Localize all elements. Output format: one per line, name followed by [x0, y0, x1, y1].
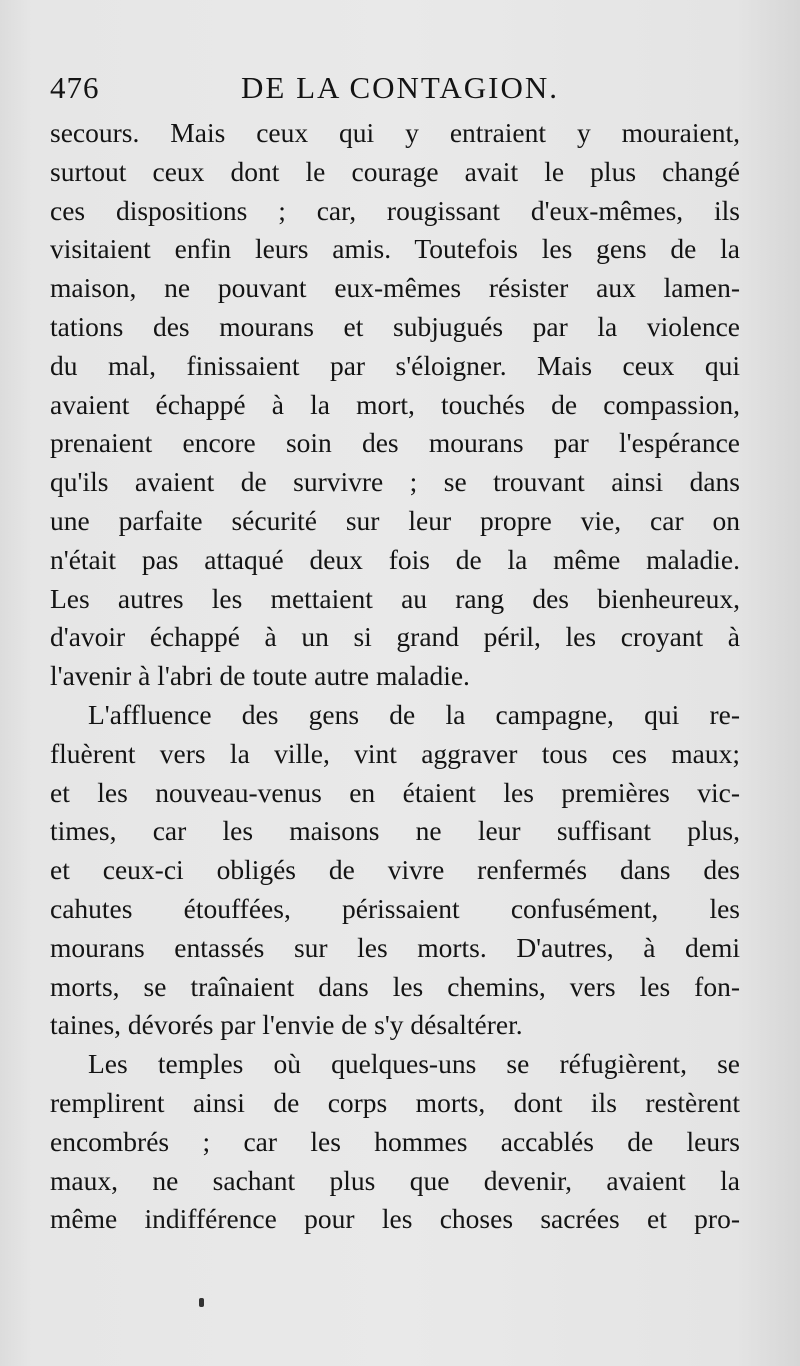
body-text — [50, 114, 740, 1239]
ink-speck — [199, 1298, 204, 1307]
text-line: surtout ceux dont le courage avait le plus changé — [50, 155, 740, 187]
text-line: Les autres les mettaient au rang des bienheureux, — [50, 582, 740, 614]
text-line: visitaient enfin leurs amis. Toutefois les gens de la — [50, 233, 740, 265]
text-line: ces dispositions ; car, rougissant d'eux-mêmes, ils — [50, 194, 740, 226]
text-line: n'était pas attaqué deux fois de la même maladie. — [50, 543, 740, 575]
text-line: l'avenir à l'abri de toute autre maladie. — [50, 660, 470, 692]
running-head: DE LA CONTAGION. — [241, 70, 559, 105]
text-line: tations des mourans et subjugués par la violence — [50, 310, 740, 342]
text-line: maison, ne pouvant eux-mêmes résister aux lamen- — [50, 272, 740, 304]
text-line: Les temples où quelques-uns se réfugièrent, se — [88, 1048, 740, 1080]
page-header — [50, 70, 750, 114]
text-line: et les nouveau-venus en étaient les premières vic- — [50, 776, 740, 808]
page-number: 476 — [50, 70, 100, 105]
text-line: une parfaite sécurité sur leur propre vie, car on — [50, 504, 740, 536]
text-line: L'affluence des gens de la campagne, qui re- — [88, 698, 740, 730]
text-line: remplirent ainsi de corps morts, dont ils restèrent — [50, 1086, 740, 1118]
text-line: d'avoir échappé à un si grand péril, les croyant à — [50, 621, 740, 653]
text-line: cahutes étouffées, périssaient confusément, les — [50, 892, 740, 924]
text-line: secours. Mais ceux qui y entraient y mouraient, — [50, 117, 740, 148]
text-line: du mal, finissaient par s'éloigner. Mais ceux qui — [50, 349, 740, 381]
text-line: même indifférence pour les choses sacrées et pro- — [50, 1203, 740, 1235]
text-line: mourans entassés sur les morts. D'autres, à demi — [50, 931, 740, 963]
text-line: prenaient encore soin des mourans par l'espérance — [50, 427, 740, 459]
text-line: maux, ne sachant plus que devenir, avaient la — [50, 1164, 740, 1196]
text-line: et ceux-ci obligés de vivre renfermés dans des — [50, 854, 740, 886]
text-line: morts, se traînaient dans les chemins, vers les fon- — [50, 970, 740, 1002]
text-line: times, car les maisons ne leur suffisant plus, — [50, 815, 740, 847]
text-line: qu'ils avaient de survivre ; se trouvant ainsi dans — [50, 466, 740, 498]
text-line: taines, dévorés par l'envie de s'y désaltérer. — [50, 1009, 523, 1041]
text-line: encombrés ; car les hommes accablés de leurs — [50, 1125, 740, 1157]
text-line: fluèrent vers la ville, vint aggraver tous ces maux; — [50, 737, 740, 769]
text-line: avaient échappé à la mort, touchés de compassion, — [50, 388, 740, 420]
